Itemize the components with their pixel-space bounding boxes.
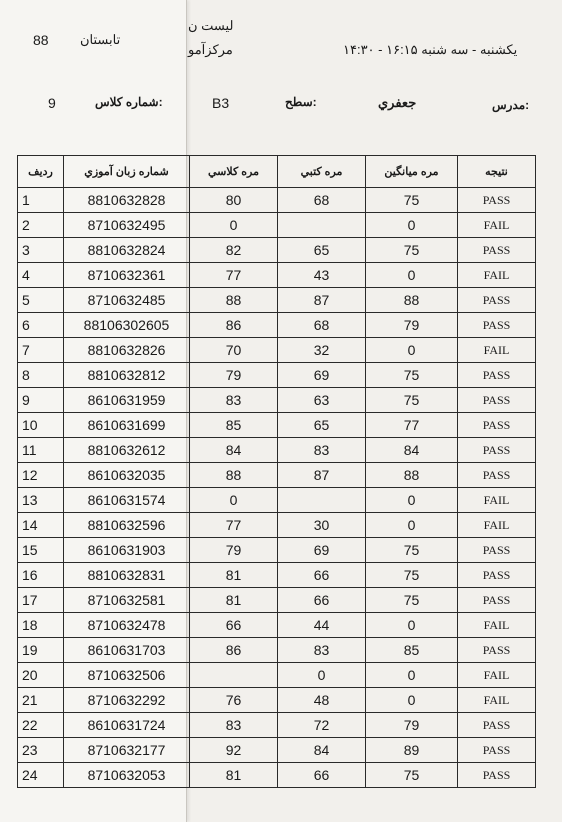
cell-written-score: 69 — [278, 538, 366, 563]
cell-average-score: 75 — [366, 388, 458, 413]
cell-written-score: 66 — [278, 588, 366, 613]
cell-average-score: 0 — [366, 663, 458, 688]
cell-result: PASS — [458, 363, 536, 388]
cell-row-number: 11 — [18, 438, 64, 463]
header-class-score: مره كلاسي — [190, 156, 278, 188]
table-row — [18, 288, 536, 313]
cell-class-score: 85 — [190, 413, 278, 438]
cell-class-score: 92 — [190, 738, 278, 763]
cell-row-number: 6 — [18, 313, 64, 338]
level-label: سطح: — [285, 95, 317, 109]
cell-student-id: 8710632053 — [64, 763, 190, 788]
cell-average-score: 75 — [366, 238, 458, 263]
cell-written-score: 66 — [278, 763, 366, 788]
cell-result: PASS — [458, 713, 536, 738]
cell-result: PASS — [458, 763, 536, 788]
cell-row-number: 15 — [18, 538, 64, 563]
cell-row-number: 13 — [18, 488, 64, 513]
cell-row-number: 7 — [18, 338, 64, 363]
cell-written-score: 65 — [278, 238, 366, 263]
cell-student-id: 8610632035 — [64, 463, 190, 488]
grades-table-wrap — [17, 155, 535, 788]
cell-average-score: 0 — [366, 613, 458, 638]
teacher-label: مدرس: — [492, 98, 530, 112]
cell-student-id: 8610631699 — [64, 413, 190, 438]
cell-average-score: 75 — [366, 588, 458, 613]
cell-student-id: 8810632828 — [64, 188, 190, 213]
cell-class-score: 79 — [190, 538, 278, 563]
cell-row-number: 12 — [18, 463, 64, 488]
cell-row-number: 16 — [18, 563, 64, 588]
cell-average-score: 75 — [366, 538, 458, 563]
cell-average-score: 0 — [366, 513, 458, 538]
cell-row-number: 17 — [18, 588, 64, 613]
header-average-score: مره ميانگين — [366, 156, 458, 188]
table-row — [18, 363, 536, 388]
cell-result: FAIL — [458, 488, 536, 513]
table-row — [18, 438, 536, 463]
cell-written-score: 87 — [278, 288, 366, 313]
term-number: 88 — [33, 32, 49, 48]
table-row — [18, 738, 536, 763]
cell-class-score: 83 — [190, 388, 278, 413]
cell-result: FAIL — [458, 663, 536, 688]
cell-student-id: 8710632581 — [64, 588, 190, 613]
table-row — [18, 563, 536, 588]
cell-average-score: 0 — [366, 213, 458, 238]
table-row — [18, 338, 536, 363]
cell-row-number: 9 — [18, 388, 64, 413]
cell-result: PASS — [458, 313, 536, 338]
cell-row-number: 2 — [18, 213, 64, 238]
table-row — [18, 213, 536, 238]
cell-student-id: 8810632612 — [64, 438, 190, 463]
cell-student-id: 8710632485 — [64, 288, 190, 313]
cell-student-id: 8810632831 — [64, 563, 190, 588]
header-student-id: شماره زبان آموزي — [64, 156, 190, 188]
document-header — [0, 0, 562, 130]
cell-result: FAIL — [458, 338, 536, 363]
cell-class-score: 86 — [190, 313, 278, 338]
cell-student-id: 8610631703 — [64, 638, 190, 663]
table-row — [18, 688, 536, 713]
cell-written-score: 30 — [278, 513, 366, 538]
cell-row-number: 4 — [18, 263, 64, 288]
cell-student-id: 8810632826 — [64, 338, 190, 363]
cell-average-score: 79 — [366, 313, 458, 338]
cell-student-id: 8710632177 — [64, 738, 190, 763]
cell-result: PASS — [458, 588, 536, 613]
list-title: ليست ن — [188, 18, 234, 33]
cell-written-score: 87 — [278, 463, 366, 488]
cell-class-score: 79 — [190, 363, 278, 388]
cell-average-score: 0 — [366, 263, 458, 288]
table-row — [18, 763, 536, 788]
cell-written-score: 68 — [278, 188, 366, 213]
class-number-value: 9 — [48, 95, 56, 111]
cell-student-id: 8610631903 — [64, 538, 190, 563]
cell-student-id: 8610631724 — [64, 713, 190, 738]
cell-result: PASS — [458, 538, 536, 563]
cell-result: PASS — [458, 288, 536, 313]
cell-class-score — [190, 663, 278, 688]
table-row — [18, 538, 536, 563]
cell-written-score: 44 — [278, 613, 366, 638]
cell-row-number: 1 — [18, 188, 64, 213]
cell-row-number: 22 — [18, 713, 64, 738]
table-row — [18, 713, 536, 738]
cell-row-number: 14 — [18, 513, 64, 538]
cell-student-id: 8610631574 — [64, 488, 190, 513]
cell-result: FAIL — [458, 688, 536, 713]
cell-average-score: 79 — [366, 713, 458, 738]
table-row — [18, 588, 536, 613]
cell-class-score: 66 — [190, 613, 278, 638]
grades-table — [17, 155, 536, 788]
cell-average-score: 88 — [366, 463, 458, 488]
level-value: B3 — [212, 95, 230, 111]
cell-class-score: 83 — [190, 713, 278, 738]
cell-written-score: 43 — [278, 263, 366, 288]
cell-student-id: 8710632506 — [64, 663, 190, 688]
cell-average-score: 89 — [366, 738, 458, 763]
table-row — [18, 313, 536, 338]
cell-written-score: 68 — [278, 313, 366, 338]
cell-class-score: 80 — [190, 188, 278, 213]
table-row — [18, 463, 536, 488]
cell-average-score: 77 — [366, 413, 458, 438]
cell-row-number: 18 — [18, 613, 64, 638]
cell-written-score — [278, 213, 366, 238]
header-result: نتيجه — [458, 156, 536, 188]
cell-written-score: 0 — [278, 663, 366, 688]
table-row — [18, 513, 536, 538]
cell-result: PASS — [458, 188, 536, 213]
cell-student-id: 8810632824 — [64, 238, 190, 263]
cell-row-number: 8 — [18, 363, 64, 388]
cell-class-score: 88 — [190, 463, 278, 488]
cell-class-score: 81 — [190, 563, 278, 588]
table-row — [18, 488, 536, 513]
center-name: مركزآمو — [188, 42, 233, 57]
class-schedule: يكشنبه - سه شنبه ۱۶:۱۵ - ۱۴:۳۰ — [343, 42, 518, 57]
cell-class-score: 86 — [190, 638, 278, 663]
cell-average-score: 0 — [366, 338, 458, 363]
cell-average-score: 0 — [366, 688, 458, 713]
cell-class-score: 81 — [190, 763, 278, 788]
cell-average-score: 85 — [366, 638, 458, 663]
cell-result: PASS — [458, 388, 536, 413]
cell-result: FAIL — [458, 613, 536, 638]
cell-row-number: 19 — [18, 638, 64, 663]
cell-class-score: 88 — [190, 288, 278, 313]
cell-student-id: 88106302605 — [64, 313, 190, 338]
table-row — [18, 238, 536, 263]
cell-result: PASS — [458, 638, 536, 663]
cell-average-score: 0 — [366, 488, 458, 513]
cell-row-number: 23 — [18, 738, 64, 763]
cell-class-score: 76 — [190, 688, 278, 713]
cell-average-score: 75 — [366, 563, 458, 588]
cell-result: PASS — [458, 238, 536, 263]
cell-class-score: 82 — [190, 238, 278, 263]
cell-student-id: 8810632596 — [64, 513, 190, 538]
cell-average-score: 88 — [366, 288, 458, 313]
cell-class-score: 0 — [190, 488, 278, 513]
cell-written-score: 84 — [278, 738, 366, 763]
season: تابستان — [80, 32, 121, 47]
cell-result: FAIL — [458, 513, 536, 538]
cell-student-id: 8710632361 — [64, 263, 190, 288]
class-number-label: شماره كلاس: — [95, 95, 163, 109]
cell-average-score: 75 — [366, 363, 458, 388]
cell-written-score: 69 — [278, 363, 366, 388]
cell-row-number: 24 — [18, 763, 64, 788]
cell-class-score: 84 — [190, 438, 278, 463]
table-row — [18, 263, 536, 288]
cell-result: PASS — [458, 413, 536, 438]
cell-result: FAIL — [458, 213, 536, 238]
cell-row-number: 20 — [18, 663, 64, 688]
cell-written-score: 66 — [278, 563, 366, 588]
cell-written-score: 63 — [278, 388, 366, 413]
table-header-row — [18, 156, 536, 188]
cell-result: PASS — [458, 463, 536, 488]
cell-student-id: 8710632292 — [64, 688, 190, 713]
teacher-name: جعفري — [378, 95, 417, 110]
cell-row-number: 3 — [18, 238, 64, 263]
cell-average-score: 75 — [366, 188, 458, 213]
cell-student-id: 8610631959 — [64, 388, 190, 413]
cell-written-score: 48 — [278, 688, 366, 713]
cell-student-id: 8810632812 — [64, 363, 190, 388]
cell-written-score: 72 — [278, 713, 366, 738]
cell-average-score: 84 — [366, 438, 458, 463]
cell-class-score: 81 — [190, 588, 278, 613]
cell-written-score: 83 — [278, 638, 366, 663]
table-row — [18, 388, 536, 413]
cell-row-number: 21 — [18, 688, 64, 713]
table-row — [18, 613, 536, 638]
table-row — [18, 663, 536, 688]
cell-result: PASS — [458, 738, 536, 763]
cell-class-score: 70 — [190, 338, 278, 363]
cell-result: PASS — [458, 438, 536, 463]
cell-written-score — [278, 488, 366, 513]
cell-result: FAIL — [458, 263, 536, 288]
header-row-number: رديف — [18, 156, 64, 188]
cell-class-score: 77 — [190, 263, 278, 288]
cell-class-score: 0 — [190, 213, 278, 238]
cell-student-id: 8710632495 — [64, 213, 190, 238]
cell-row-number: 10 — [18, 413, 64, 438]
header-written-score: مره كتبي — [278, 156, 366, 188]
cell-written-score: 32 — [278, 338, 366, 363]
cell-student-id: 8710632478 — [64, 613, 190, 638]
table-row — [18, 188, 536, 213]
cell-class-score: 77 — [190, 513, 278, 538]
cell-row-number: 5 — [18, 288, 64, 313]
cell-written-score: 83 — [278, 438, 366, 463]
table-row — [18, 638, 536, 663]
cell-result: PASS — [458, 563, 536, 588]
cell-average-score: 75 — [366, 763, 458, 788]
cell-written-score: 65 — [278, 413, 366, 438]
table-row — [18, 413, 536, 438]
